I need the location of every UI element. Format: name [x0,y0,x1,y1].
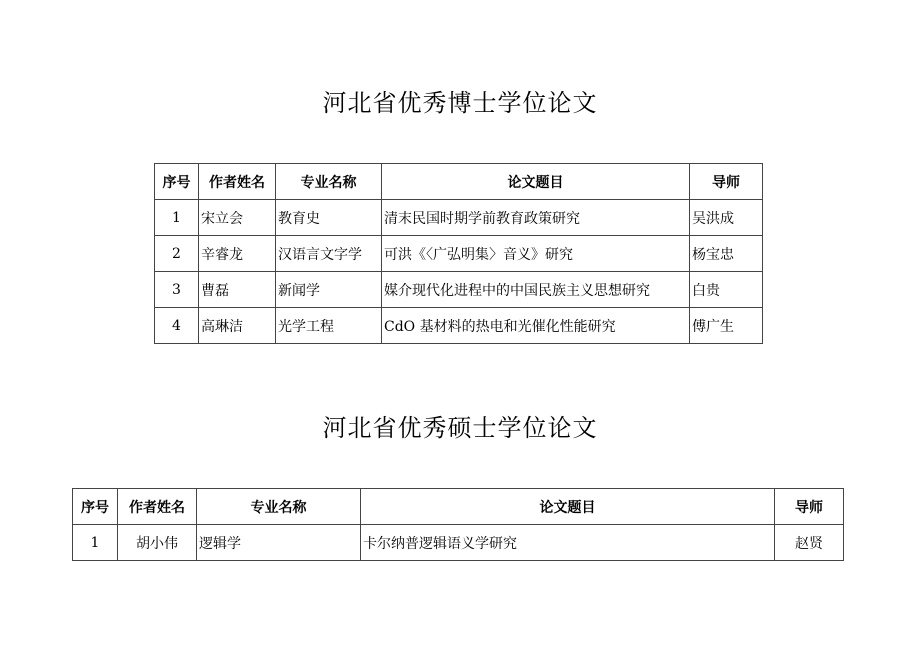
row-thesis-title: 可洪《〈广弘明集〉音义》研究 [382,236,690,272]
masters-thesis-table [72,488,844,561]
row-major: 光学工程 [276,308,382,344]
row-advisor: 吴洪成 [690,200,763,236]
row-number: 4 [155,308,199,344]
row-author: 宋立会 [199,200,276,236]
table-header-row [73,489,844,525]
header-advisor: 导师 [690,164,763,200]
header-number: 序号 [73,489,118,525]
header-thesis-title: 论文题目 [382,164,690,200]
table-row [155,236,763,272]
header-number: 序号 [155,164,199,200]
row-author: 胡小伟 [118,525,197,561]
row-major: 教育史 [276,200,382,236]
doctoral-section-title: 河北省优秀博士学位论文 [322,89,598,117]
table-row [73,525,844,561]
row-thesis-title: 媒介现代化进程中的中国民族主义思想研究 [382,272,690,308]
row-number: 1 [73,525,118,561]
row-author: 辛睿龙 [199,236,276,272]
header-author: 作者姓名 [118,489,197,525]
header-advisor: 导师 [775,489,844,525]
row-thesis-title: 清末民国时期学前教育政策研究 [382,200,690,236]
row-major: 新闻学 [276,272,382,308]
row-advisor: 杨宝忠 [690,236,763,272]
row-advisor: 赵贤 [775,525,844,561]
header-major: 专业名称 [276,164,382,200]
row-number: 1 [155,200,199,236]
row-thesis-title: CdO 基材料的热电和光催化性能研究 [382,308,690,344]
row-number: 3 [155,272,199,308]
header-thesis-title: 论文题目 [361,489,775,525]
row-advisor: 白贵 [690,272,763,308]
row-major: 汉语言文字学 [276,236,382,272]
row-number: 2 [155,236,199,272]
row-thesis-title: 卡尔纳普逻辑语义学研究 [361,525,775,561]
row-author: 曹磊 [199,272,276,308]
doctoral-thesis-table [154,163,763,344]
row-advisor: 傅广生 [690,308,763,344]
row-author: 高琳洁 [199,308,276,344]
table-row [155,200,763,236]
table-row [155,272,763,308]
header-author: 作者姓名 [199,164,276,200]
table-row [155,308,763,344]
masters-section-title: 河北省优秀硕士学位论文 [322,414,598,442]
table-header-row [155,164,763,200]
row-major: 逻辑学 [197,525,361,561]
header-major: 专业名称 [197,489,361,525]
